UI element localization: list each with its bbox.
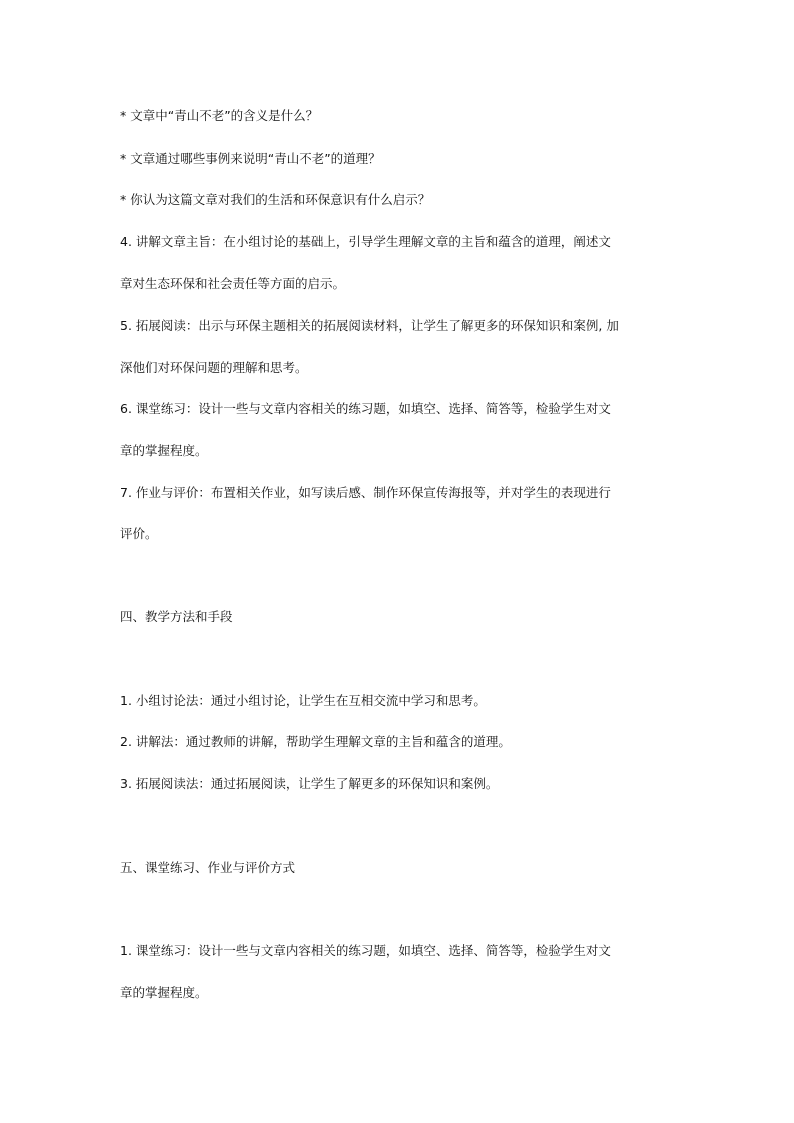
step-7-line-1: 7. 作业与评价：布置相关作业，如写读后感、制作环保宣传海报等，并对学生的表现进行 (120, 485, 611, 500)
method-extended-reading: 3. 拓展阅读法：通过拓展阅读，让学生了解更多的环保知识和案例。 (120, 776, 499, 791)
section-5-item-1-line-1: 1. 课堂练习：设计一些与文章内容相关的练习题，如填空、选择、简答等，检验学生对文 (120, 943, 611, 958)
step-6-line-2: 章的掌握程度。 (120, 443, 208, 458)
step-7-line-2: 评价。 (120, 526, 158, 541)
step-5-line-2: 深他们对环保问题的理解和思考。 (120, 360, 308, 375)
method-lecture: 2. 讲解法：通过教师的讲解，帮助学生理解文章的主旨和蕴含的道理。 (120, 734, 511, 749)
method-group-discussion: 1. 小组讨论法：通过小组讨论，让学生在互相交流中学习和思考。 (120, 693, 486, 708)
step-5-line-1: 5. 拓展阅读：出示与环保主题相关的拓展阅读材料，让学生了解更多的环保知识和案例, 加 (120, 318, 619, 333)
step-4-line-2: 章对生态环保和社会责任等方面的启示。 (120, 276, 346, 291)
question-examples: * 文章通过哪些事例来说明“青山不老”的道理？ (120, 151, 381, 166)
step-6-line-1: 6. 课堂练习：设计一些与文章内容相关的练习题，如填空、选择、简答等，检验学生对文 (120, 401, 611, 416)
section-4-heading: 四、教学方法和手段 (120, 609, 233, 624)
section-5-item-1-line-2: 章的掌握程度。 (120, 985, 208, 1000)
question-inspiration: * 你认为这篇文章对我们的生活和环保意识有什么启示？ (120, 192, 431, 207)
question-meaning: * 文章中“青山不老”的含义是什么？ (120, 108, 319, 123)
section-5-heading: 五、课堂练习、作业与评价方式 (120, 860, 296, 875)
step-4-line-1: 4. 讲解文章主旨：在小组讨论的基础上，引导学生理解文章的主旨和蕴含的道理，阐述文 (120, 234, 611, 249)
